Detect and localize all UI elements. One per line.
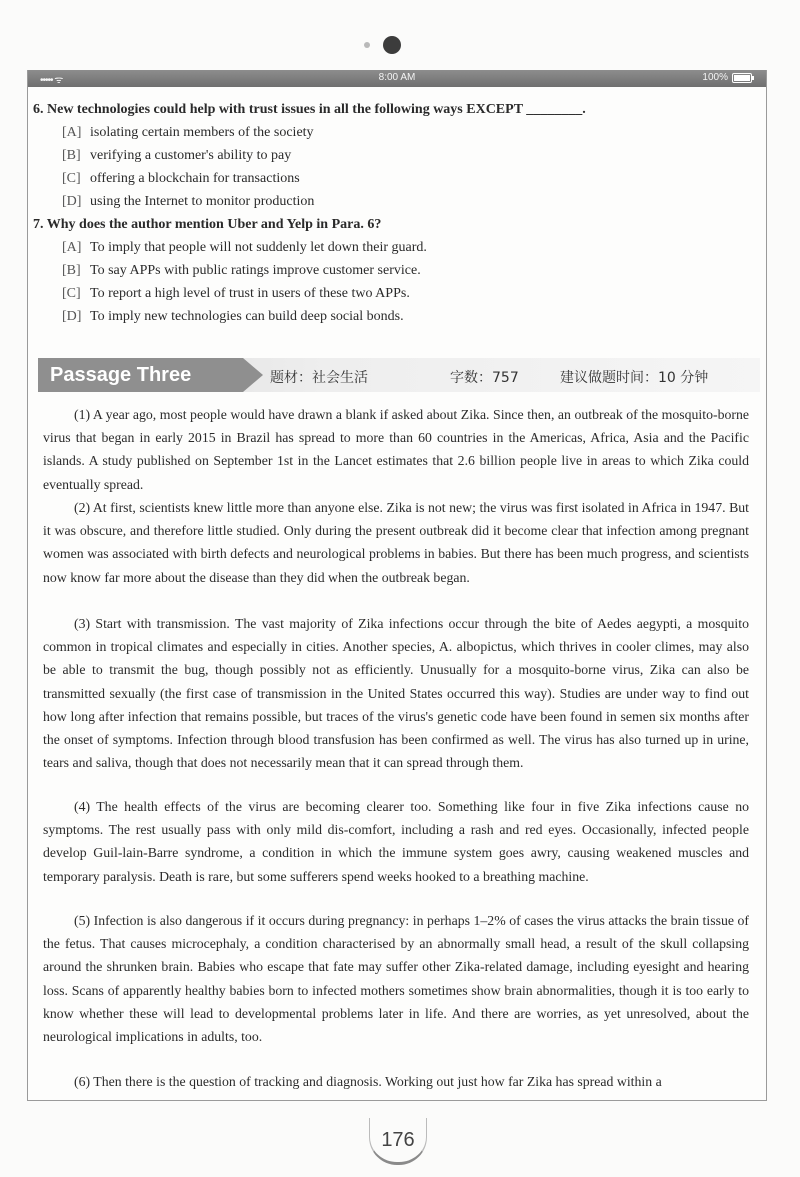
q6-option-d [62, 194, 314, 210]
option-mark: [B] [62, 148, 81, 163]
q6-option-b [62, 148, 291, 164]
passage-suggested-time: 建议做题时间：10 分钟 [560, 370, 709, 386]
signal-indicator: ••••• ᯤ [40, 75, 63, 86]
status-bar [28, 70, 766, 87]
option-text: verifying a customer's ability to pay [90, 148, 292, 163]
paragraph-6: (6) Then there is the question of tracking and diagnosis. Working out just how far Zika has spread within a [74, 1074, 662, 1089]
passage-header [38, 358, 760, 392]
q7-option-d [62, 309, 404, 325]
paragraph-4: (4) The health effects of the virus are becoming clearer too. Something like four in five Zika infections cause no symptoms. The rest usually pass with only mild dis-comfort, including a rash and red eyes. Occasionally, infected people develop Guil-lain-Barre syndrome, a condition in which the immune system goes awry, causing weakened muscles and temporary paralysis. Death is rare, but some sufferers spend weeks hooked to a breathing machine. [43, 799, 749, 884]
passage-topic: 题材：社会生活 [270, 370, 368, 386]
paragraph-3: (3) Start with transmission. The vast majority of Zika infections occur through the bite of Aedes aegypti, a mosquito common in tropical climates and especially in cities. Another species, A. albopictus, which thrives in cooler climes, may also be able to transmit the bug, though possibly not as efficiently. Unusually for a mosquito-borne virus, Zika can also be transmitted sexually (the first case of transmission in the United States occurred this way). Studies are under way to find out how long after infection that remains possible, but traces of the virus's genetic code have been found in semen six months after the onset of symptoms. Infection through blood transfusion has been confirmed as well. The virus has also turned up in urine, tears and saliva, though that does not necessarily mean that it can spread through them. [43, 616, 749, 771]
option-text: To imply new technologies can build deep social bonds. [90, 309, 404, 324]
option-text: offering a blockchain for transactions [90, 171, 300, 186]
option-text: To say APPs with public ratings improve customer service. [90, 263, 421, 278]
battery-icon [732, 73, 752, 83]
option-mark: [D] [62, 309, 82, 324]
passage-word-count: 字数：757 [450, 370, 519, 386]
camera-sensor [364, 42, 370, 48]
question-6: 6. New technologies could help with trust issues in all the following ways EXCEPT ________. [33, 102, 586, 117]
option-mark: [A] [62, 125, 82, 140]
option-text: using the Internet to monitor production [90, 194, 315, 209]
option-mark: [C] [62, 286, 81, 301]
battery-status [702, 72, 752, 83]
option-text: To report a high level of trust in users of these two APPs. [90, 286, 410, 301]
option-mark: [B] [62, 263, 81, 278]
camera-lens [383, 36, 401, 54]
q6-option-c [62, 171, 300, 187]
option-mark: [A] [62, 240, 82, 255]
device-camera [362, 36, 402, 56]
battery-percent: 100% [702, 72, 728, 83]
q6-option-a [62, 125, 314, 141]
q7-option-b [62, 263, 421, 279]
option-mark: [D] [62, 194, 82, 209]
paragraph-1: (1) A year ago, most people would have drawn a blank if asked about Zika. Since then, an outbreak of the mosquito-borne virus that began in early 2015 in Brazil has spread to more than 60 countries in the Americas, Africa, Asia and the Pacific islands. A study published on September 1st in the Lancet estimates that 2.6 billion people live in areas to which Zika could eventually spread. [43, 407, 749, 492]
q7-option-a [62, 240, 427, 256]
option-text: isolating certain members of the society [90, 125, 314, 140]
passage-title: Passage Three [38, 358, 243, 392]
q7-option-c [62, 286, 410, 302]
paragraph-2: (2) At first, scientists knew little more than anyone else. Zika is not new; the virus was first isolated in Africa in 1947. But it was obscure, and therefore little studied. Only during the present outbreak did it become clear that infection among pregnant women was associated with birth defects and neurological problems in babies. But there has been much progress, and scientists now know far more about the disease than they did when the outbreak began. [43, 500, 749, 585]
passage-title-arrow [243, 358, 263, 392]
page-number: 176 [369, 1118, 427, 1165]
option-text: To imply that people will not suddenly let down their guard. [90, 240, 427, 255]
paragraph-5: (5) Infection is also dangerous if it occurs during pregnancy: in perhaps 1–2% of cases the virus attacks the brain tissue of the fetus. That causes microcephaly, a condition characterised by an abnormally small head, a result of the skull collapsing around the shrunken brain. Babies who escape that fate may suffer other Zika-related damage, including eyesight and hearing loss. Scans of apparently healthy babies born to infected mothers sometimes show brain abnormalities, though it is too early to know whether these will lead to developmental problems later in life. And there are worries, as yet unresolved, about the neurological implications in adults, too. [43, 913, 749, 1045]
option-mark: [C] [62, 171, 81, 186]
status-time: 8:00 AM [378, 72, 416, 83]
question-7: 7. Why does the author mention Uber and Yelp in Para. 6? [33, 217, 382, 232]
